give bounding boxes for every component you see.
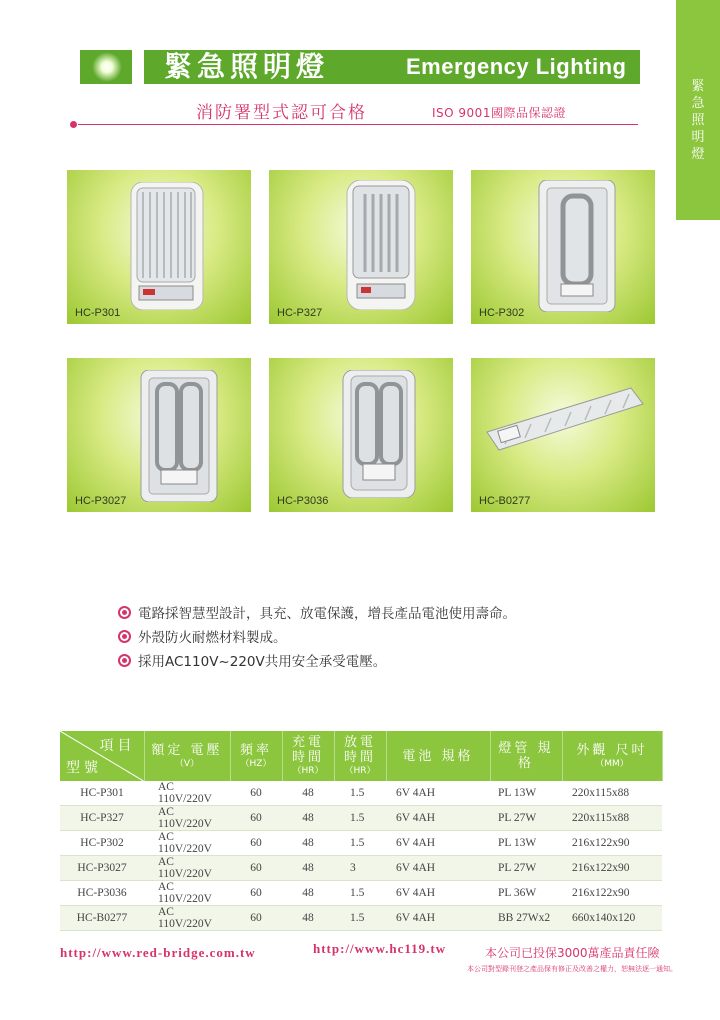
product-card [269,170,453,324]
bullet-icon [118,654,131,667]
feature-text: 外殼防火耐燃材料製成。 [138,630,287,646]
product-model: HC-P301 [75,307,121,319]
table-cell: AC 110V/220V [144,806,230,831]
product-card [269,358,453,512]
product-model: HC-P327 [277,307,323,319]
bullet-icon [118,606,131,619]
table-cell: AC 110V/220V [144,781,230,806]
table-cell: 6V 4AH [386,781,490,806]
product-model: HC-P3036 [277,495,329,507]
notice-text: 本公司對型錄刊登之產品保有修正及改善之權力，恕無法逐一通知。 [467,965,677,973]
product-card [67,170,251,324]
table-cell: AC 110V/220V [144,881,230,906]
table-cell: 1.5 [334,781,386,806]
table-row [60,906,662,931]
column-header: 額定 電壓 （V） [144,731,230,781]
table-body [60,781,662,931]
table-cell: 60 [230,881,282,906]
clear-lamp-single-tube-icon [537,180,617,312]
divider-dot [70,121,77,128]
product-model: HC-P3027 [75,495,127,507]
side-char: 燈 [691,147,705,162]
table-cell: 216x122x90 [562,881,662,906]
table-cell: HC-P3036 [60,881,144,906]
table-cell: 216x122x90 [562,856,662,881]
column-header: 電池 規格 [386,731,490,781]
table-header-row [60,731,662,781]
feature-list [118,600,516,672]
feature-item [118,648,516,672]
secondary-url[interactable]: http://www.hc119.tw [313,941,447,956]
table-cell: HC-P327 [60,806,144,831]
table-cell: 1.5 [334,881,386,906]
long-clear-lamp-icon [481,384,647,454]
corner-item-label: 項目 [99,738,136,754]
table-cell: 1.5 [334,831,386,856]
table-cell: 48 [282,781,334,806]
table-cell: 60 [230,856,282,881]
table-cell: 1.5 [334,906,386,931]
table-cell: 48 [282,856,334,881]
table-cell: 220x115x88 [562,806,662,831]
table-cell: 6V 4AH [386,806,490,831]
table-cell: 1.5 [334,806,386,831]
side-char: 照 [691,113,705,128]
table-cell: 60 [230,906,282,931]
company-url[interactable]: http://www.red-bridge.com.tw [60,945,256,960]
table-cell: AC 110V/220V [144,906,230,931]
side-char: 明 [691,130,705,145]
table-cell: 48 [282,806,334,831]
table-cell: 6V 4AH [386,881,490,906]
insurance-text: 本公司已投保3000萬產品責任險 [485,946,660,960]
feature-text: 電路採智慧型設計，具充、放電保護，增長產品電池使用壽命。 [138,606,516,622]
table-cell: 660x140x120 [562,906,662,931]
table-corner-header [60,731,144,781]
column-header: 燈管 規格 [490,731,562,781]
column-header: 放電 時間 （HR） [334,731,386,781]
corner-model-label: 型號 [66,760,102,776]
table-cell: PL 27W [490,856,562,881]
sparkle-icon [92,52,122,82]
page-title-english: Emergency Lighting [406,54,627,79]
product-card [471,170,655,324]
certification-text: 消防署型式認可合格 [196,103,367,123]
table-cell: 48 [282,906,334,931]
table-cell: HC-P3027 [60,856,144,881]
product-model: HC-B0277 [479,495,531,507]
iso-text: ISO 9001國際品保認證 [432,106,566,120]
clear-lamp-quad-tube-icon [341,370,417,498]
table-row [60,806,662,831]
divider-line [78,124,638,125]
product-card [67,358,251,512]
side-char: 急 [691,96,705,111]
white-lamp-clear-icon [345,180,417,310]
table-cell: 6V 4AH [386,856,490,881]
column-header: 頻率 （HZ） [230,731,282,781]
column-header: 外觀 尺吋 （MM） [562,731,662,781]
side-tab-text [676,78,720,163]
table-cell: HC-P302 [60,831,144,856]
white-lamp-fluted-icon [129,182,205,310]
side-char: 緊 [691,79,705,94]
table-cell: 6V 4AH [386,831,490,856]
table-cell: AC 110V/220V [144,856,230,881]
table-cell: 3 [334,856,386,881]
feature-text: 採用AC110V~220V共用安全承受電壓。 [138,654,387,670]
table-row [60,781,662,806]
table-cell: HC-P301 [60,781,144,806]
table-row [60,856,662,881]
table-cell: 60 [230,806,282,831]
page-title: 緊急照明燈 [164,50,330,83]
table-cell: PL 13W [490,781,562,806]
table-cell: PL 36W [490,881,562,906]
table-cell: 216x122x90 [562,831,662,856]
table-cell: HC-B0277 [60,906,144,931]
spec-table [60,731,663,931]
table-cell: 6V 4AH [386,906,490,931]
feature-item [118,600,516,624]
table-cell: BB 27Wx2 [490,906,562,931]
clear-lamp-twin-tube-icon [139,370,219,502]
product-model: HC-P302 [479,307,525,319]
bullet-icon [118,630,131,643]
table-cell: AC 110V/220V [144,831,230,856]
table-cell: 60 [230,831,282,856]
table-cell: 60 [230,781,282,806]
table-cell: PL 27W [490,806,562,831]
product-card [471,358,655,512]
table-row [60,881,662,906]
column-header: 充電 時間 （HR） [282,731,334,781]
table-cell: 48 [282,881,334,906]
table-row [60,831,662,856]
table-cell: 48 [282,831,334,856]
table-cell: PL 13W [490,831,562,856]
table-cell: 220x115x88 [562,781,662,806]
feature-item [118,624,516,648]
